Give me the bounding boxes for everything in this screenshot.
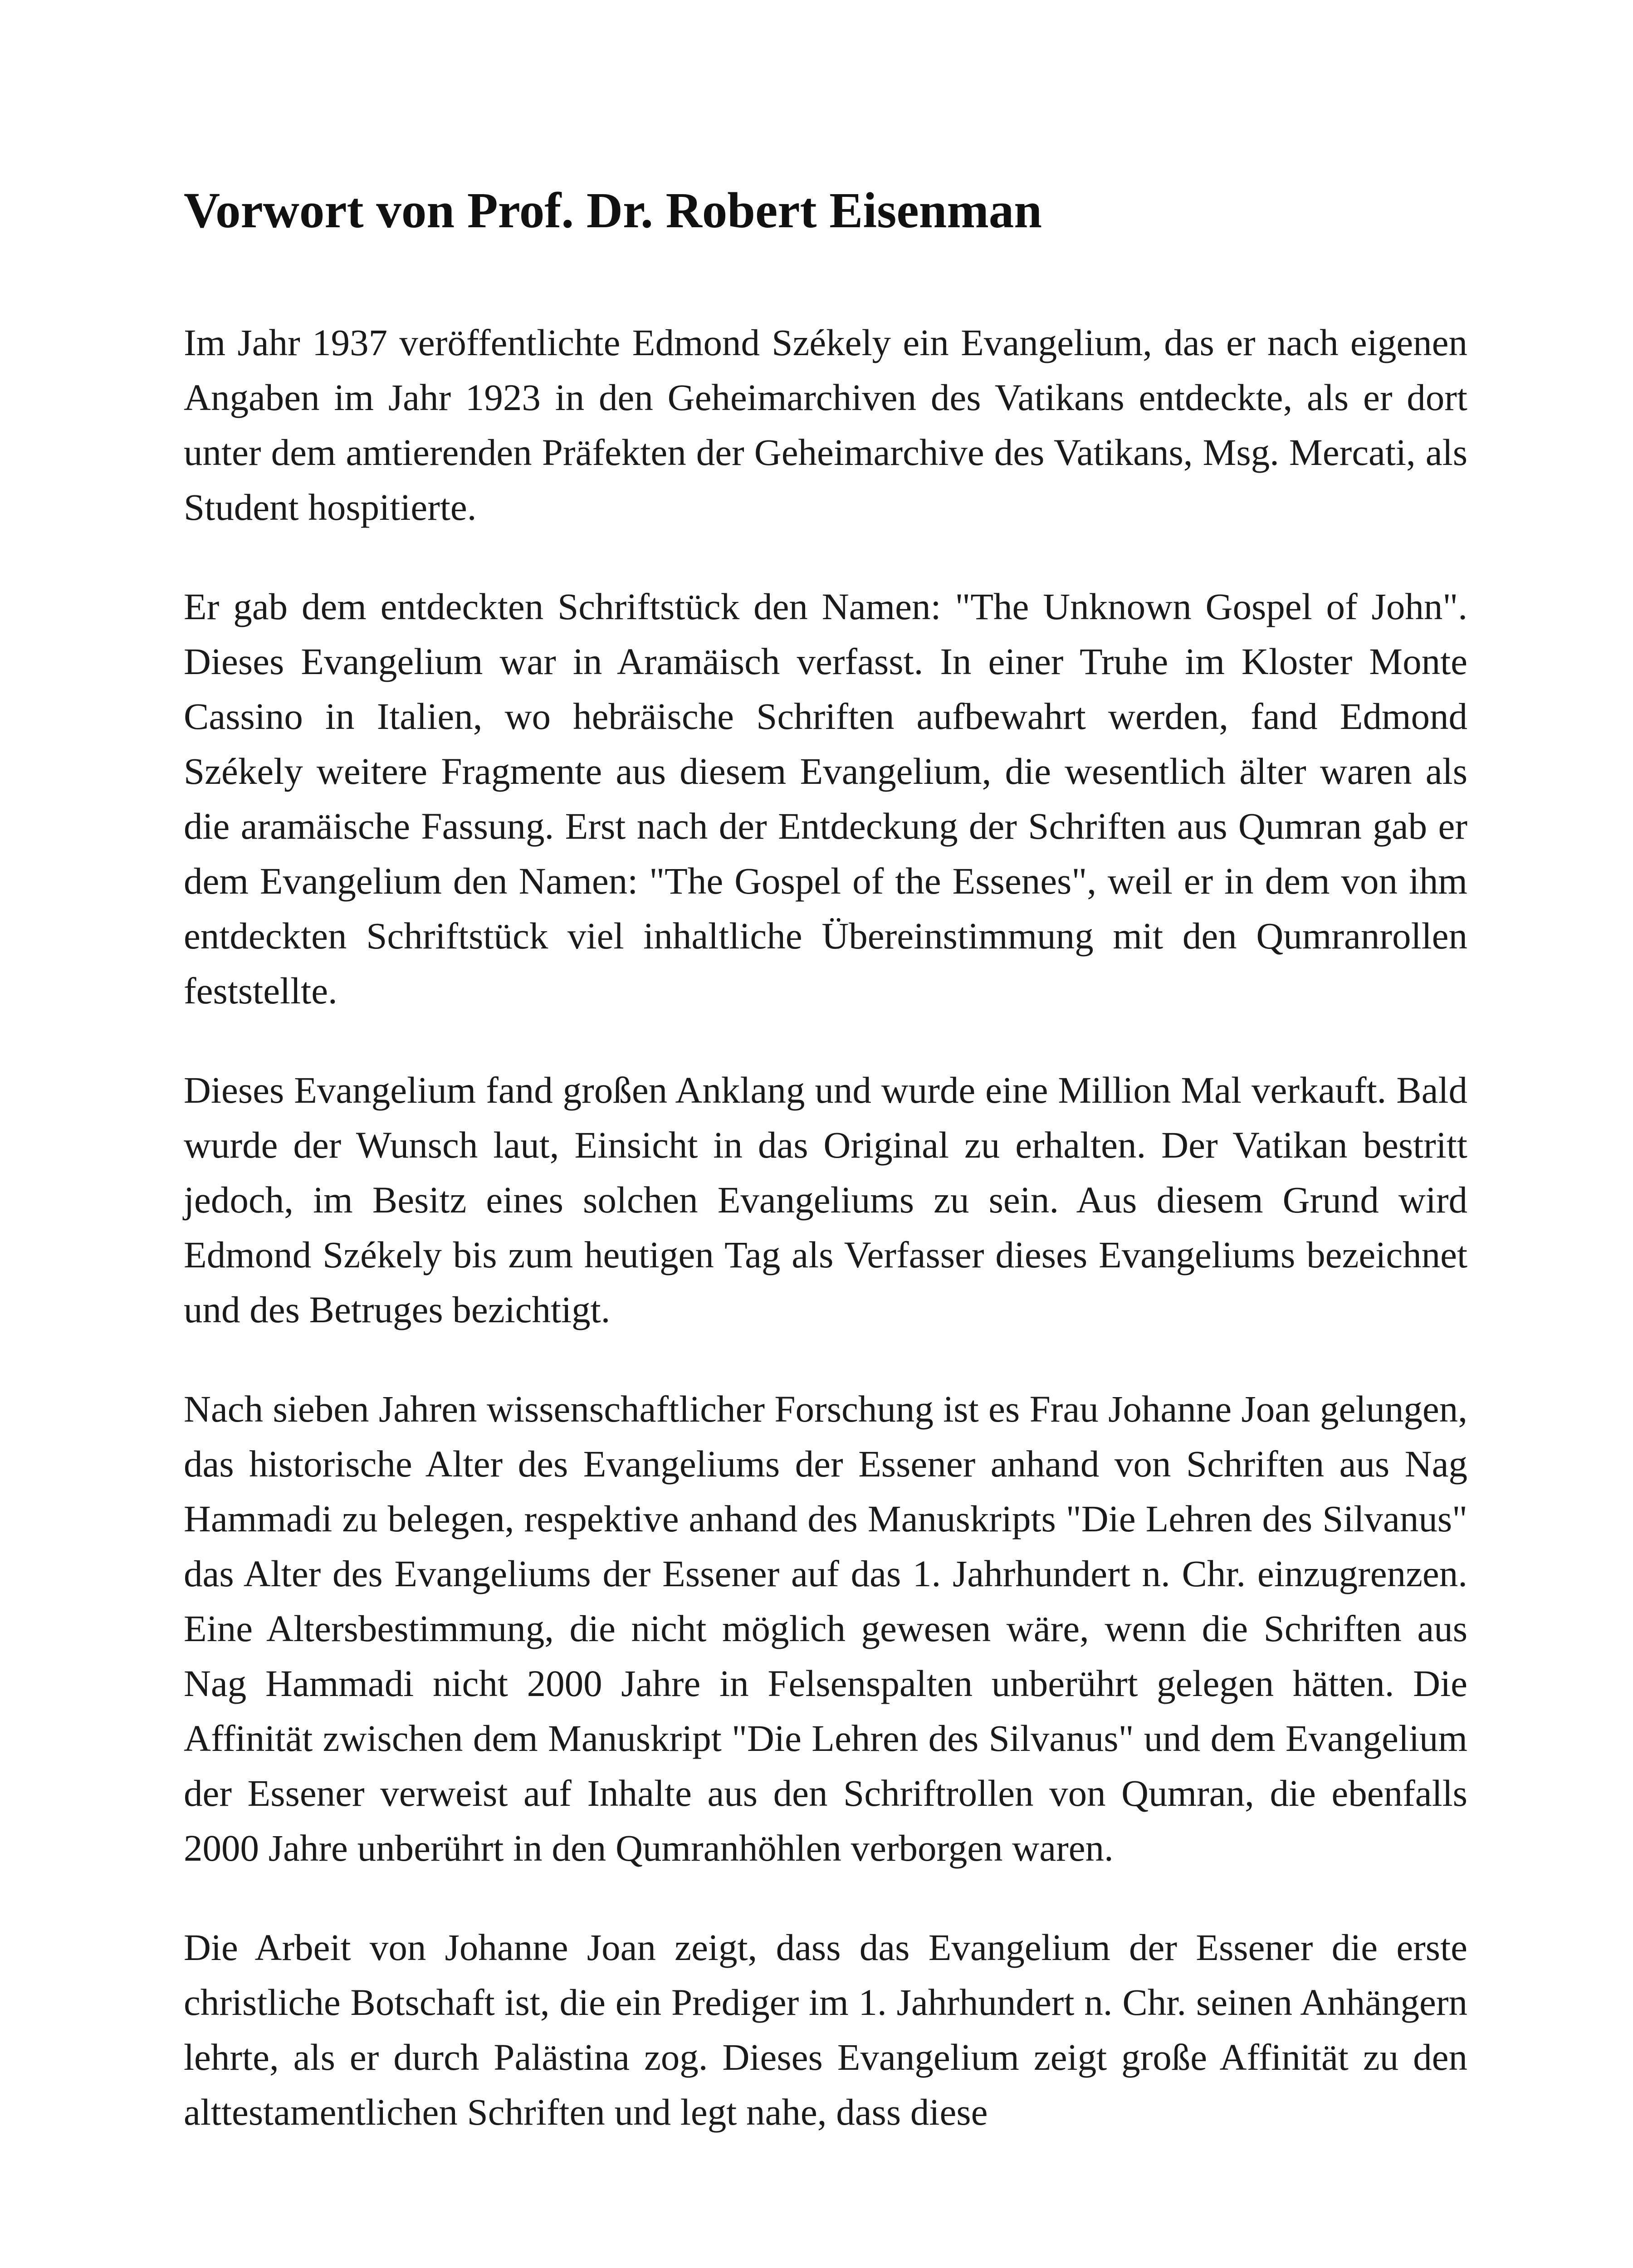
body-text xyxy=(184,315,1467,2184)
paragraph-5: Die Arbeit von Johanne Joan zeigt, dass das Evangelium der Essener die erste christliche Botschaft ist, die ein Prediger im 1. Jahrhundert n. Chr. seinen Anhängern lehrte, als er durch Palästina zog. Dieses Evangelium zeigt große Affinität zu den alttestamentlichen Schriften und legt nahe, dass diese xyxy=(184,1926,1467,2133)
paragraph-4: Nach sieben Jahren wissenschaftlicher Forschung ist es Frau Johanne Joan gelungen, das historische Alter des Evangeliums der Essener anhand von Schriften aus Nag Hammadi zu belegen, respektive anhand des Manuskripts "Die Lehren des Silvanus" das Alter des Evangeliums der Essener auf das 1. Jahrhundert n. Chr. einzugrenzen. Eine Altersbestimmung, die nicht möglich gewesen wäre, wenn die Schriften aus Nag Hammadi nicht 2000 Jahre in Felsenspalten unberührt gelegen hätten. Die Affinität zwischen dem Manuskript "Die Lehren des Silvanus" und dem Evangelium der Essener verweist auf Inhalte aus den Schriftrollen von Qumran, die ebenfalls 2000 Jahre unberührt in den Qumranhöhlen verborgen waren. xyxy=(184,1388,1467,1869)
paragraph-3: Dieses Evangelium fand großen Anklang und wurde eine Million Mal verkauft. Bald wurde der Wunsch laut, Einsicht in das Original zu erhalten. Der Vatikan bestritt jedoch, im Besitz eines solchen Evangeliums zu sein. Aus diesem Grund wird Edmond Székely bis zum heutigen Tag als Verfasser dieses Evangeliums bezeichnet und des Betruges bezichtigt. xyxy=(184,1069,1467,1330)
paragraph-1: Im Jahr 1937 veröffentlichte Edmond Székely ein Evangelium, das er nach eigenen Angaben im Jahr 1923 in den Geheimarchiven des Vatikans entdeckte, als er dort unter dem amtierenden Präfekten der Geheimarchive des Vatikans, Msg. Mercati, als Student hospitierte. xyxy=(184,322,1467,528)
paragraph-2: Er gab dem entdeckten Schriftstück den Namen: "The Unknown Gospel of John". Dieses Evangelium war in Aramäisch verfasst. In einer Truhe im Kloster Monte Cassino in Italien, wo hebräische Schriften aufbewahrt werden, fand Edmond Székely weitere Fragmente aus diesem Evangelium, die wesentlich älter waren als die aramäische Fassung. Erst nach der Entdeckung der Schriften aus Qumran gab er dem Evangelium den Namen: "The Gospel of the Essenes", weil er in dem von ihm entdeckten Schriftstück viel inhaltliche Übereinstimmung mit den Qumranrollen feststellte. xyxy=(184,586,1467,1012)
page-title: Vorwort von Prof. Dr. Robert Eisenman xyxy=(184,183,1042,239)
